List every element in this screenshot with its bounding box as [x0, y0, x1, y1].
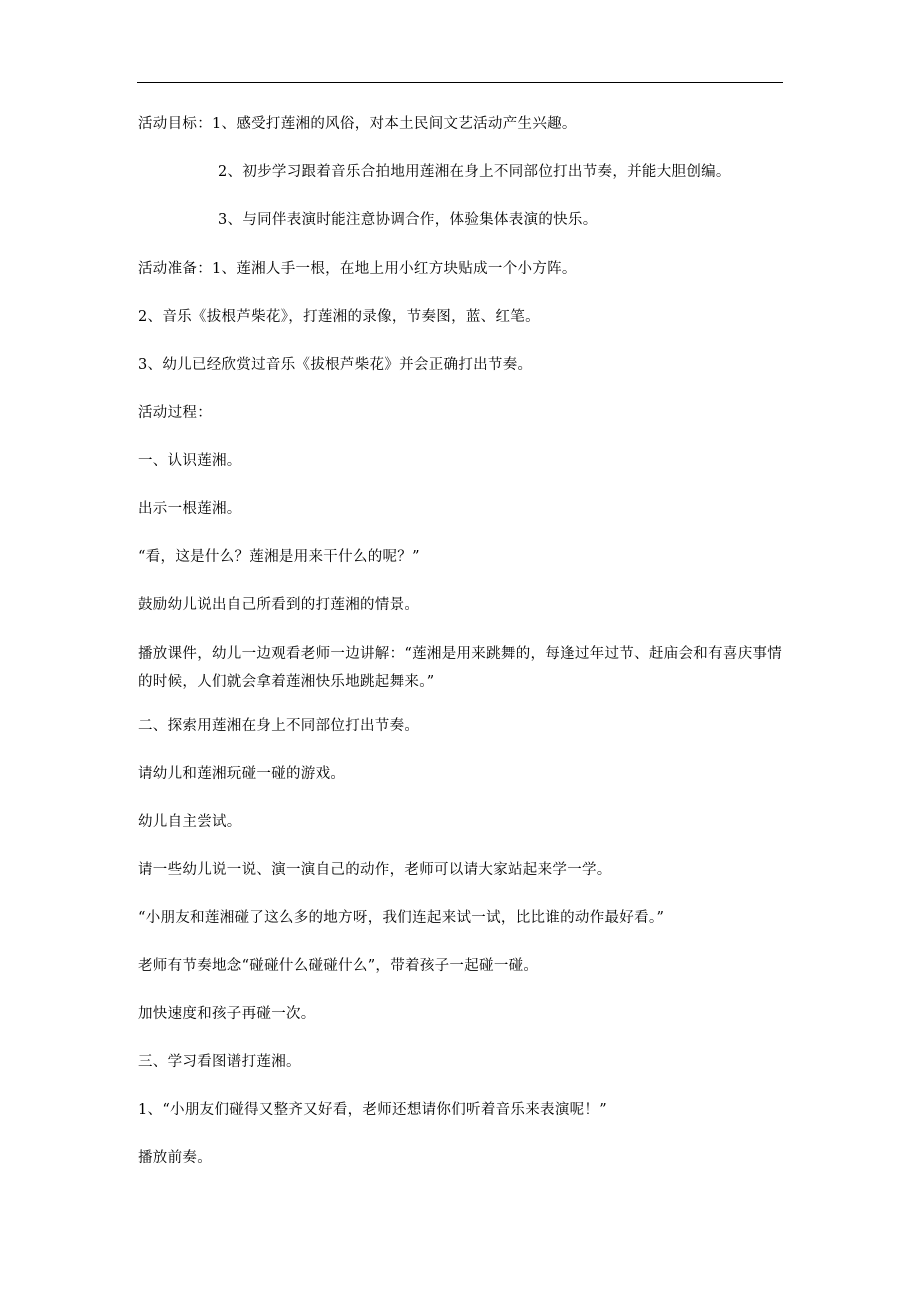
process-heading: 活动过程：: [138, 405, 212, 421]
paragraph: 出示一根莲湘。: [138, 501, 242, 517]
paragraph-wrapped: 播放课件，幼儿一边观看老师一边讲解：“莲湘是用来跳舞的，每逢过年过节、赶庙会和有喜庆事情的时候，人们就会拿着莲湘快乐地跳起舞来。”: [138, 646, 783, 690]
paragraph: 播放前奏。: [138, 1150, 212, 1166]
prep-line-2: 2、音乐《拔根芦柴花》，打莲湘的录像，节奏图，蓝、红笔。: [138, 309, 540, 325]
paragraph: “小朋友和莲湘碰了这么多的地方呀，我们连起来试一试，比比谁的动作最好看。”: [138, 910, 665, 926]
header-rule: [137, 82, 783, 83]
prep-line-1: 活动准备：1、莲湘人手一根，在地上用小红方块贴成一个小方阵。: [138, 261, 577, 277]
goal-line-1: 活动目标：1、感受打莲湘的风俗，对本土民间文艺活动产生兴趣。: [138, 116, 577, 132]
paragraph: 请幼儿和莲湘玩碰一碰的游戏。: [138, 766, 346, 782]
paragraph: 幼儿自主尝试。: [138, 814, 242, 830]
paragraph: 请一些幼儿说一说、演一演自己的动作，老师可以请大家站起来学一学。: [138, 862, 612, 878]
paragraph: 老师有节奏地念“碰碰什么碰碰什么”，带着孩子一起碰一碰。: [138, 958, 539, 974]
paragraph: 鼓励幼儿说出自己所看到的打莲湘的情景。: [138, 597, 420, 613]
section-2-heading: 二、探索用莲湘在身上不同部位打出节奏。: [138, 718, 420, 734]
paragraph: 1、“小朋友们碰得又整齐又好看，老师还想请你们听着音乐来表演呢！”: [138, 1102, 607, 1118]
paragraph: 加快速度和孩子再碰一次。: [138, 1006, 316, 1022]
goal-line-3: 3、与同伴表演时能注意协调合作，体验集体表演的快乐。: [218, 212, 598, 228]
prep-line-3: 3、幼儿已经欣赏过音乐《拔根芦柴花》并会正确打出节奏。: [138, 357, 533, 373]
section-1-heading: 一、认识莲湘。: [138, 453, 242, 469]
section-3-heading: 三、学习看图谱打莲湘。: [138, 1054, 301, 1070]
paragraph: “看，这是什么？莲湘是用来干什么的呢？”: [138, 549, 420, 565]
goal-line-2: 2、初步学习跟着音乐合拍地用莲湘在身上不同部位打出节奏，并能大胆创编。: [218, 164, 731, 180]
